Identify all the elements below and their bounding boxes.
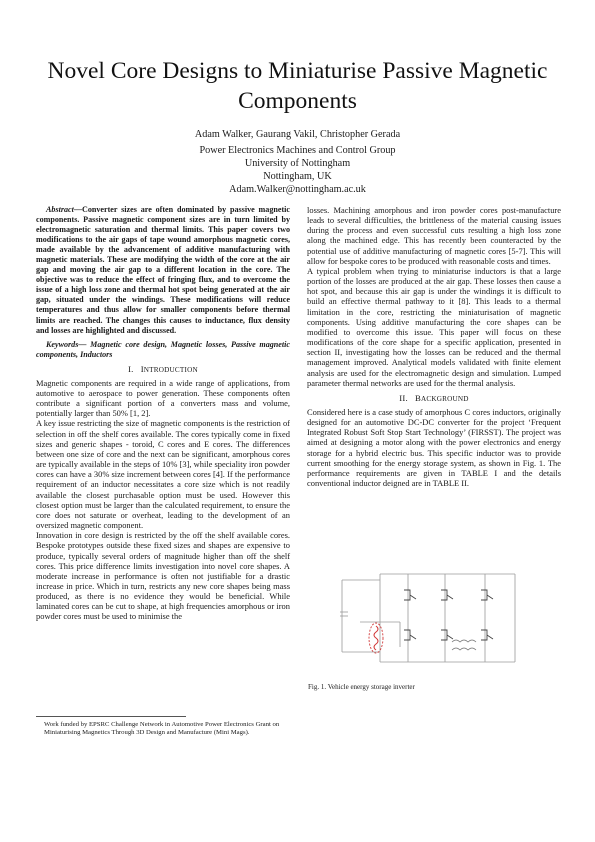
intro-paragraph-3: Innovation in core design is restricted by the off the shelf available cores. Bespoke prototypes outside these fixed sizes and shapes are expensive to produce, typically several orders of magnitude higher than off the shelf cores. This price difference limits investigation into novel core shapes. A moderate increase in performance is often not justifiable for a drastic increase in price. Which in turn, restricts any new core shapes being mass produced, as there is no evidence they would be beneficial. While laminated cores can be cut to shape, at high frequencies amorphous or iron powder cores must be used to minimise the [36, 530, 290, 622]
funding-footnote: Work funded by EPSRC Challenge Network in Automotive Power Electronics Grant on Miniaturising Magnetics Through 3D Design and Manufacture (Mini Mags). [44, 721, 280, 737]
author-block [30, 128, 565, 196]
author-email: Adam.Walker@nottingham.ac.uk [229, 184, 366, 195]
igbt-switches [404, 590, 493, 640]
author-names: Adam Walker, Gaurang Vakil, Christopher Gerada [194, 129, 401, 140]
footnote-block [36, 716, 290, 738]
abstract [36, 205, 290, 336]
output-coils [452, 640, 476, 650]
intro-paragraph-1: Magnetic components are required in a wide range of applications, from automotive to aerospace to power generation. These components often contribute a significant portion of a converters mass and volume, potentially larger than 50% [1, 2]. [36, 377, 290, 419]
abstract-label: Abstract [46, 205, 74, 214]
intro-paragraph-4: losses. Machining amorphous and iron powder cores post-manufacture leads to several difficulties, the brittleness of the material causing issues during the process and even successful cuts resulting a high loss zone along the machined edge. This has recently been counteracted by the potential use of additive manufacturing of magnetic cores [5-7]. This will allow for bespoke cores to be produced with reasonable costs and times. [307, 205, 561, 266]
highlighted-inductor [369, 623, 383, 653]
keywords-text: — Magnetic core design, Magnetic losses, Passive magnetic components, Inductors [36, 339, 290, 359]
keywords-label: Keywords [46, 339, 79, 349]
right-column [307, 205, 561, 488]
section-heading-background: II. BACKGROUND [399, 392, 469, 403]
figure-caption: Fig. 1. Vehicle energy storage inverter [308, 683, 415, 691]
background-paragraph-1: Considered here is a case study of amorphous C cores inductors, originally designed for an automotive DC-DC converter for the project ‘Frequent Integrated Robust Soft Stop Start Technology’ (FIRSST). The project was aimed at designing a motor along with the power electronics and energy storage for a hybrid electric bus. This specific inductor was to provide current smoothing for the energy storage system, as shown in Fig. 1. The performance requirements are given in TABLE I and the details conventional inductor deigned are in TABLE II. [307, 406, 561, 489]
intro-paragraph-5: A typical problem when trying to miniaturise inductors is that a large portion of the losses are produced at the air gap. These losses then cause a hot spot, and because this air gap is under the windings it is difficult to build an effective thermal pathway to it [8]. This leads to a thermal limitation in the core, restricting the miniaturisation of magnetic components. Using additive manufacturing the core shapes can be modified to overcome this issue. This paper will focus on these modifications of the core shape for a specific application, presented in section II, investigating how the losses can be reduced and the thermal management improved. Analytical models validated with finite element analysis are used for the electromagnetic design and simulation. Lumped parameter thermal networks are used for the thermal analysis. [307, 265, 561, 388]
circuit-wiring [340, 574, 515, 662]
left-column [36, 205, 290, 622]
section-heading-introduction: I. INTRODUCTION [128, 363, 198, 374]
abstract-text: —Converter sizes are often dominated by passive magnetic components. Passive magnetic component sizes are in turn limited by electromagnetic saturation and thermal limits. This paper covers two modifications to the air gaps of tape wound amorphous magnetic cores, made available by the advancement of additive manufacturing with magnetic materials. These are modifying the width of the core at the air gap and moving the air gap to a different location in the core. The objective was to reduce the effect of fringing flux, and to overcome the issue of a high loss zone and thermal hot spot being generated at the air gap, situated under the windings. These modifications will reduce temperatures and thus allow for smaller components before thermal limits are reached. The changes this causes to inductance, flux density and losses are highlighted and discussed. [36, 205, 290, 335]
affiliation-location: Nottingham, UK [263, 171, 332, 182]
inverter-circuit-figure [340, 572, 540, 672]
intro-paragraph-2: A key issue restricting the size of magnetic components is the restriction of selection in off the shelf cores available. The cores typically come in fixed sizes and generic shapes - toroid, C cores and E cores. The differences between one size of core and the next can be significant, amorphous cores are typically available in the steps of 10% [3], while speciality iron powder cores can have a 30% size increment between cores [4]. If the performance requirement of an inductor necessitates a core size which is not readily available the closest purchasable option must be used. However this closest option must be larger than the calculated requirement, to ensure the core does not saturate or overheat, leading to the development of an oversized magnetic component. [36, 418, 290, 531]
affiliation-group: Power Electronics Machines and Control Group [199, 145, 396, 156]
paper-title: Novel Core Designs to Miniaturise Passive Magnetic Components [47, 58, 548, 114]
footnote-rule [36, 716, 186, 717]
affiliation-university: University of Nottingham [244, 158, 351, 169]
keywords [36, 340, 290, 360]
